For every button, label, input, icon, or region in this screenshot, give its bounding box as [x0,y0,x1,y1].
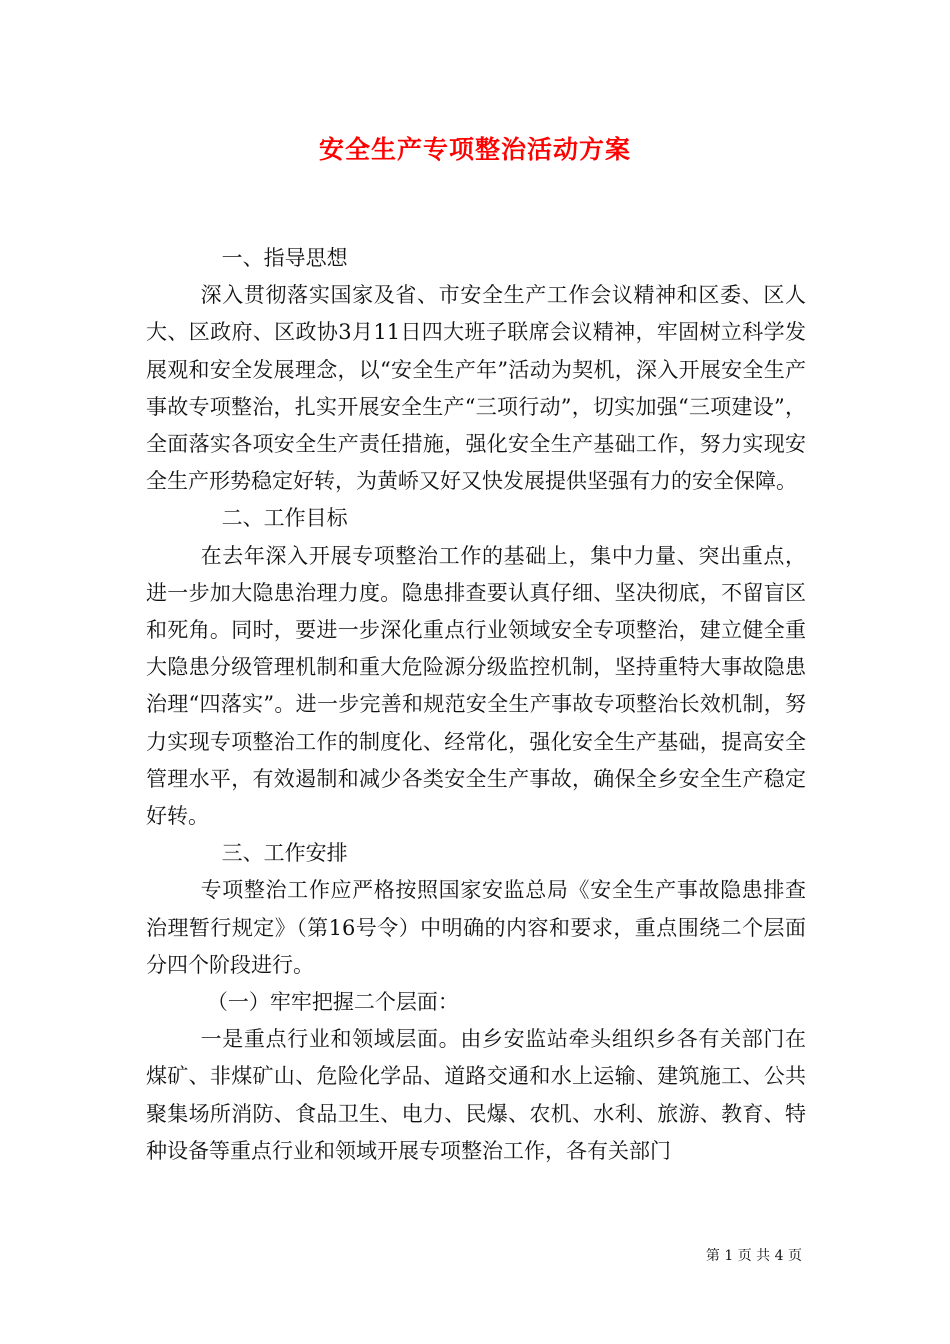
paragraph-work-goals: 在去年深入开展专项整治工作的基础上，集中力量、突出重点，进一步加大隐患治理力度。隐患排查要认真仔细、坚决彻底，不留盲区和死角。同时，要进一步深化重点行业领域安全专项整治，建立健全重大隐患分级管理机制和重大危险源分级监控机制，坚持重特大事故隐患治理“四落实”。进一步完善和规范安全生产事故专项整治长效机制，努力实现专项整治工作的制度化、经常化，强化安全生产基础，提高安全管理水平，有效遏制和减少各类安全生产事故，确保全乡安全生产稳定好转。 [146,543,806,829]
paragraph-guiding-ideology: 深入贯彻落实国家及省、市安全生产工作会议精神和区委、区人大、区政府、区政协3月11日四大班子联席会议精神，牢固树立科学发展观和安全发展理念，以“安全生产年”活动为契机，深入开展安全生产事故专项整治，扎实开展安全生产“三项行动”，切实加强“三项建设”，全面落实各项安全生产责任措施，强化安全生产基础工作，努力实现安全生产形势稳定好转，为黄峤又好又快发展提供坚强有力的安全保障。 [146,283,806,494]
section-heading-guiding-ideology: 一、指导思想 [221,246,348,270]
section-heading-work-arrangement: 三、工作安排 [221,841,348,866]
paragraph-key-industries: 一是重点行业和领域层面。由乡安监站牵头组织乡各有关部门在煤矿、非煤矿山、危险化学品、道路交通和水上运输、建筑施工、公共聚集场所消防、食品卫生、电力、民爆、农机、水利、旅游、教育、特种设备等重点行业和领域开展专项整治工作，各有关部门 [146,1027,806,1163]
section-heading-work-goals: 二、工作目标 [221,506,348,531]
document-title: 安全生产专项整治活动方案 [318,135,631,164]
subsection-heading-two-levels: （一）牢牢把握二个层面： [206,990,459,1015]
paragraph-work-arrangement: 专项整治工作应严格按照国家安监总局《安全生产事故隐患排查治理暂行规定》（第16号令）中明确的内容和要求，重点围绕二个层面分四个阶段进行。 [146,878,806,977]
document-body [146,240,806,1170]
page-number: 第 1 页 共 4 页 [705,1248,802,1264]
